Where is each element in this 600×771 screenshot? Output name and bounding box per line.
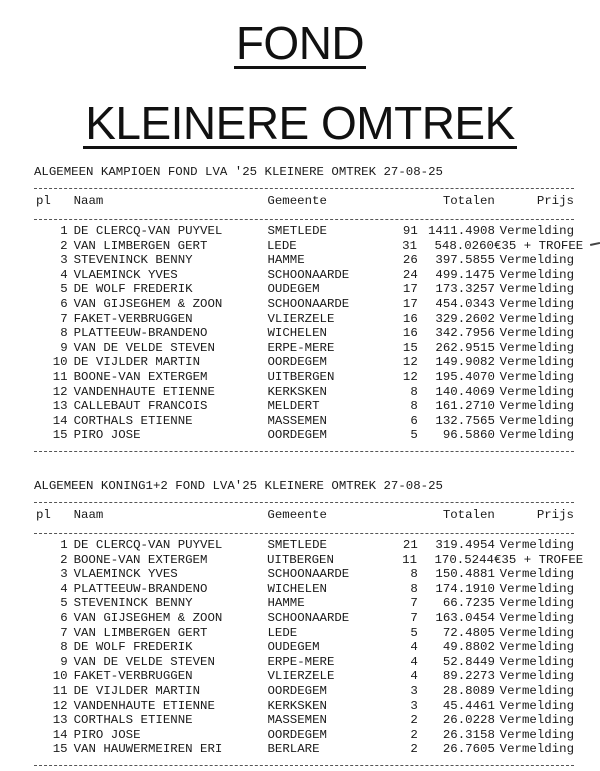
cell-municipality: LEDE bbox=[267, 625, 298, 640]
cell-prize: €35 + TROFEE bbox=[494, 552, 584, 567]
table-row bbox=[34, 326, 574, 341]
cell-name: STEVENINCK BENNY bbox=[73, 253, 193, 268]
cell-count: 6 bbox=[410, 413, 418, 428]
cell-name: VAN HAUWERMEIREN ERI bbox=[73, 742, 223, 757]
cell-total: 342.7956 bbox=[435, 326, 495, 341]
cell-rank: 10 bbox=[52, 669, 68, 684]
pen-mark bbox=[590, 242, 600, 246]
table-row bbox=[34, 669, 574, 684]
cell-count: 16 bbox=[402, 326, 418, 341]
cell-prize: Vermelding bbox=[499, 640, 575, 655]
cell-total: 89.2273 bbox=[442, 669, 495, 684]
table-row bbox=[34, 742, 574, 757]
cell-rank: 2 bbox=[60, 238, 68, 253]
cell-municipality: SMETLEDE bbox=[267, 224, 327, 238]
cell-municipality: LEDE bbox=[267, 238, 297, 253]
cell-total: 1411.4908 bbox=[427, 224, 495, 238]
cell-municipality: OORDEGEM bbox=[267, 428, 327, 443]
table-row bbox=[34, 538, 574, 553]
cell-municipality: MELDERT bbox=[267, 399, 320, 414]
table-row bbox=[34, 713, 574, 728]
cell-prize: Vermelding bbox=[499, 727, 575, 742]
cell-prize: Vermelding bbox=[499, 326, 575, 341]
cell-name: PIRO JOSE bbox=[73, 727, 141, 742]
cell-count: 21 bbox=[402, 538, 418, 552]
title-kleinere-omtrek: KLEINERE OMTREK bbox=[85, 97, 515, 149]
cell-name: VAN LIMBERGEN GERT bbox=[73, 625, 208, 640]
cell-municipality: KERKSKEN bbox=[267, 698, 327, 713]
cell-count: 24 bbox=[402, 267, 418, 282]
cell-rank: 4 bbox=[60, 581, 68, 596]
cell-name: FAKET-VERBRUGGEN bbox=[73, 669, 193, 684]
cell-prize: Vermelding bbox=[499, 413, 575, 428]
cell-prize: Vermelding bbox=[499, 282, 575, 297]
col-naam: Naam bbox=[73, 194, 104, 208]
col-totalen: Totalen bbox=[442, 508, 495, 522]
cell-total: 149.9082 bbox=[435, 355, 495, 370]
table-row bbox=[34, 428, 574, 443]
cell-count: 2 bbox=[410, 713, 418, 728]
cell-name: PIRO JOSE bbox=[73, 428, 141, 443]
cell-total: 66.7235 bbox=[442, 596, 495, 611]
cell-prize: Vermelding bbox=[499, 253, 575, 268]
cell-total: 319.4954 bbox=[435, 538, 495, 552]
cell-name: DE WOLF FREDERIK bbox=[73, 282, 193, 297]
cell-count: 7 bbox=[410, 596, 418, 611]
cell-count: 91 bbox=[402, 224, 418, 238]
cell-prize: Vermelding bbox=[499, 669, 575, 684]
divider bbox=[34, 757, 574, 766]
cell-count: 8 bbox=[410, 399, 418, 414]
cell-count: 16 bbox=[402, 311, 418, 326]
cell-rank: 1 bbox=[60, 224, 68, 238]
col-pl: pl bbox=[36, 508, 51, 522]
cell-count: 17 bbox=[402, 282, 418, 297]
cell-prize: Vermelding bbox=[499, 340, 575, 355]
cell-name: PLATTEEUW-BRANDENO bbox=[73, 326, 208, 341]
cell-prize: Vermelding bbox=[499, 399, 575, 414]
cell-total: 262.9515 bbox=[435, 340, 495, 355]
cell-total: 161.2710 bbox=[435, 399, 495, 414]
cell-rank: 13 bbox=[52, 713, 68, 728]
cell-prize: Vermelding bbox=[499, 581, 575, 596]
cell-municipality: OUDEGEM bbox=[267, 282, 320, 297]
cell-count: 2 bbox=[410, 742, 418, 757]
cell-total: 28.8089 bbox=[442, 683, 495, 698]
table-row bbox=[34, 385, 574, 400]
cell-name: DE VIJLDER MARTIN bbox=[73, 355, 201, 370]
cell-prize: Vermelding bbox=[499, 567, 575, 582]
cell-rank: 9 bbox=[60, 654, 68, 669]
cell-name: VAN GIJSEGHEM & ZOON bbox=[73, 296, 223, 311]
divider bbox=[34, 443, 574, 452]
cell-municipality: WICHELEN bbox=[267, 326, 327, 341]
col-naam: Naam bbox=[73, 508, 104, 522]
cell-prize: Vermelding bbox=[499, 369, 575, 384]
cell-rank: 14 bbox=[52, 727, 68, 742]
cell-prize: €35 + TROFEE bbox=[494, 238, 584, 253]
cell-name: DE CLERCQ-VAN PUYVEL bbox=[73, 538, 223, 552]
cell-municipality: OORDEGEM bbox=[267, 683, 327, 698]
cell-rank: 5 bbox=[60, 596, 68, 611]
cell-municipality: SCHOONAARDE bbox=[267, 610, 350, 625]
cell-name: CORTHALS ETIENNE bbox=[73, 713, 193, 728]
cell-prize: Vermelding bbox=[499, 267, 575, 282]
cell-municipality: VLIERZELE bbox=[267, 669, 335, 684]
cell-municipality: OORDEGEM bbox=[267, 727, 327, 742]
cell-municipality: UITBERGEN bbox=[267, 552, 334, 567]
table-row bbox=[34, 582, 574, 597]
cell-count: 7 bbox=[410, 610, 418, 625]
cell-count: 4 bbox=[410, 640, 418, 655]
cell-name: STEVENINCK BENNY bbox=[73, 596, 193, 611]
table-row bbox=[34, 312, 574, 327]
cell-municipality: HAMME bbox=[267, 596, 305, 611]
table-row bbox=[34, 728, 574, 743]
cell-name: VAN GIJSEGHEM & ZOON bbox=[73, 610, 223, 625]
column-headers bbox=[34, 505, 574, 525]
table-row bbox=[34, 552, 584, 568]
cell-total: 548.0260 bbox=[434, 238, 494, 253]
table-row bbox=[34, 355, 574, 370]
cell-total: 499.1475 bbox=[435, 267, 495, 282]
cell-total: 26.0228 bbox=[442, 713, 495, 728]
col-gemeente: Gemeente bbox=[267, 194, 327, 208]
cell-municipality: VLIERZELE bbox=[267, 311, 335, 326]
divider bbox=[34, 211, 574, 220]
cell-name: DE VIJLDER MARTIN bbox=[73, 683, 201, 698]
cell-count: 26 bbox=[402, 253, 418, 268]
cell-name: CORTHALS ETIENNE bbox=[73, 413, 193, 428]
title-fond: FOND bbox=[235, 17, 365, 69]
table-row bbox=[34, 253, 574, 268]
cell-name: VLAEMINCK YVES bbox=[73, 267, 178, 282]
cell-rank: 11 bbox=[52, 369, 68, 384]
cell-count: 4 bbox=[410, 654, 418, 669]
table-row bbox=[34, 268, 574, 283]
cell-name: BOONE-VAN EXTERGEM bbox=[73, 552, 208, 567]
table-row bbox=[34, 655, 574, 670]
table-row bbox=[34, 611, 574, 626]
cell-municipality: UITBERGEN bbox=[267, 369, 335, 384]
cell-rank: 8 bbox=[60, 326, 68, 341]
cell-prize: Vermelding bbox=[499, 713, 575, 728]
cell-count: 8 bbox=[410, 384, 418, 399]
table-row bbox=[34, 399, 574, 414]
cell-municipality: SCHOONAARDE bbox=[267, 296, 350, 311]
cell-total: 26.7605 bbox=[442, 742, 495, 757]
cell-count: 31 bbox=[402, 238, 418, 253]
cell-total: 140.4069 bbox=[435, 384, 495, 399]
divider bbox=[34, 180, 574, 189]
table-row bbox=[34, 297, 574, 312]
table-row bbox=[34, 370, 574, 385]
cell-rank: 1 bbox=[60, 538, 68, 552]
cell-rank: 15 bbox=[52, 428, 68, 443]
cell-total: 150.4881 bbox=[435, 567, 495, 582]
cell-rank: 8 bbox=[60, 640, 68, 655]
cell-count: 11 bbox=[402, 552, 418, 567]
cell-count: 8 bbox=[410, 567, 418, 582]
cell-total: 96.5860 bbox=[442, 428, 495, 443]
cell-rank: 12 bbox=[52, 384, 68, 399]
table-row bbox=[34, 224, 574, 239]
cell-total: 397.5855 bbox=[435, 253, 495, 268]
table-row bbox=[34, 341, 574, 356]
cell-name: VLAEMINCK YVES bbox=[73, 567, 178, 582]
col-gemeente: Gemeente bbox=[267, 508, 327, 522]
cell-total: 454.0343 bbox=[435, 296, 495, 311]
table-row bbox=[34, 414, 574, 429]
cell-total: 174.1910 bbox=[435, 581, 495, 596]
divider bbox=[34, 525, 574, 534]
cell-rank: 14 bbox=[52, 413, 68, 428]
cell-municipality: WICHELEN bbox=[267, 581, 327, 596]
cell-rank: 11 bbox=[52, 683, 68, 698]
cell-rank: 13 bbox=[52, 399, 68, 414]
table-row bbox=[34, 684, 574, 699]
cell-municipality: ERPE-MERE bbox=[267, 654, 335, 669]
cell-count: 3 bbox=[410, 698, 418, 713]
cell-municipality: OORDEGEM bbox=[267, 355, 327, 370]
cell-prize: Vermelding bbox=[499, 698, 575, 713]
cell-count: 8 bbox=[410, 581, 418, 596]
column-headers bbox=[34, 191, 574, 211]
cell-prize: Vermelding bbox=[499, 742, 575, 757]
cell-rank: 10 bbox=[52, 355, 68, 370]
cell-municipality: ERPE-MERE bbox=[267, 340, 335, 355]
col-prijs: Prijs bbox=[536, 194, 574, 208]
cell-municipality: BERLARE bbox=[267, 742, 320, 757]
cell-total: 329.2602 bbox=[435, 311, 495, 326]
cell-count: 12 bbox=[402, 369, 418, 384]
cell-rank: 7 bbox=[60, 311, 68, 326]
cell-name: VAN DE VELDE STEVEN bbox=[73, 654, 215, 669]
cell-municipality: OUDEGEM bbox=[267, 640, 320, 655]
cell-total: 45.4461 bbox=[442, 698, 495, 713]
table-kampioen bbox=[34, 164, 584, 454]
cell-prize: Vermelding bbox=[499, 384, 575, 399]
cell-prize: Vermelding bbox=[499, 428, 575, 443]
cell-total: 173.3257 bbox=[435, 282, 495, 297]
cell-name: BOONE-VAN EXTERGEM bbox=[73, 369, 208, 384]
cell-name: VANDENHAUTE ETIENNE bbox=[73, 384, 215, 399]
cell-total: 195.4070 bbox=[435, 369, 495, 384]
table-row bbox=[34, 596, 574, 611]
cell-count: 17 bbox=[402, 296, 418, 311]
cell-count: 5 bbox=[410, 625, 418, 640]
cell-rank: 3 bbox=[60, 567, 68, 582]
cell-rank: 2 bbox=[60, 552, 68, 567]
cell-total: 132.7565 bbox=[435, 413, 495, 428]
table-rows bbox=[34, 538, 584, 757]
cell-municipality: MASSEMEN bbox=[267, 413, 327, 428]
cell-total: 52.8449 bbox=[442, 654, 495, 669]
divider bbox=[34, 494, 574, 503]
cell-total: 26.3158 bbox=[442, 727, 495, 742]
table-row bbox=[34, 238, 584, 254]
cell-name: VANDENHAUTE ETIENNE bbox=[73, 698, 215, 713]
cell-municipality: SCHOONAARDE bbox=[267, 567, 350, 582]
cell-municipality: SCHOONAARDE bbox=[267, 267, 350, 282]
cell-total: 72.4805 bbox=[442, 625, 495, 640]
table-rows bbox=[34, 224, 584, 443]
cell-total: 163.0454 bbox=[435, 610, 495, 625]
cell-name: PLATTEEUW-BRANDENO bbox=[73, 581, 208, 596]
table-row bbox=[34, 640, 574, 655]
cell-total: 49.8802 bbox=[442, 640, 495, 655]
cell-prize: Vermelding bbox=[499, 311, 575, 326]
cell-rank: 9 bbox=[60, 340, 68, 355]
cell-name: VAN DE VELDE STEVEN bbox=[73, 340, 215, 355]
cell-rank: 3 bbox=[60, 253, 68, 268]
cell-prize: Vermelding bbox=[499, 538, 575, 552]
cell-name: FAKET-VERBRUGGEN bbox=[73, 311, 193, 326]
cell-total: 170.5244 bbox=[434, 552, 494, 567]
cell-count: 2 bbox=[410, 727, 418, 742]
cell-prize: Vermelding bbox=[499, 654, 575, 669]
cell-prize: Vermelding bbox=[499, 683, 575, 698]
cell-prize: Vermelding bbox=[499, 610, 575, 625]
cell-rank: 5 bbox=[60, 282, 68, 297]
cell-prize: Vermelding bbox=[499, 355, 575, 370]
table-koning bbox=[34, 478, 584, 768]
cell-count: 3 bbox=[410, 683, 418, 698]
cell-rank: 12 bbox=[52, 698, 68, 713]
table-row bbox=[34, 626, 574, 641]
cell-prize: Vermelding bbox=[499, 596, 575, 611]
cell-count: 15 bbox=[402, 340, 418, 355]
table-row bbox=[34, 567, 574, 582]
table-row bbox=[34, 699, 574, 714]
cell-rank: 15 bbox=[52, 742, 68, 757]
col-totalen: Totalen bbox=[442, 194, 495, 208]
cell-count: 4 bbox=[410, 669, 418, 684]
cell-count: 12 bbox=[402, 355, 418, 370]
cell-name: CALLEBAUT FRANCOIS bbox=[73, 399, 208, 414]
cell-rank: 6 bbox=[60, 610, 68, 625]
cell-name: DE CLERCQ-VAN PUYVEL bbox=[73, 224, 223, 238]
cell-municipality: KERKSKEN bbox=[267, 384, 327, 399]
cell-count: 5 bbox=[410, 428, 418, 443]
cell-municipality: HAMME bbox=[267, 253, 305, 268]
cell-prize: Vermelding bbox=[499, 625, 575, 640]
cell-municipality: SMETLEDE bbox=[267, 538, 327, 552]
cell-prize: Vermelding bbox=[499, 296, 575, 311]
cell-rank: 4 bbox=[60, 267, 68, 282]
cell-prize: Vermelding bbox=[499, 224, 575, 238]
cell-name: DE WOLF FREDERIK bbox=[73, 640, 193, 655]
cell-rank: 7 bbox=[60, 625, 68, 640]
table-row bbox=[34, 282, 574, 297]
cell-rank: 6 bbox=[60, 296, 68, 311]
cell-name: VAN LIMBERGEN GERT bbox=[73, 238, 208, 253]
table-heading: ALGEMEEN KAMPIOEN FOND LVA '25 KLEINERE OMTREK 27-08-25 bbox=[34, 165, 443, 179]
cell-municipality: MASSEMEN bbox=[267, 713, 327, 728]
col-prijs: Prijs bbox=[536, 508, 574, 522]
table-heading: ALGEMEEN KONING1+2 FOND LVA'25 KLEINERE OMTREK 27-08-25 bbox=[34, 479, 443, 493]
col-pl: pl bbox=[36, 194, 51, 208]
